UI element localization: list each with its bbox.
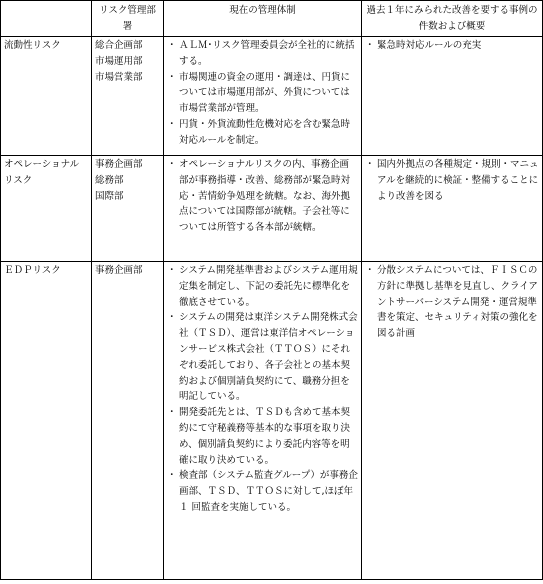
bullet-item: ・ ＡＬＭ･リスク管理委員会が全社的に統括する。	[167, 38, 358, 70]
department-cell	[92, 262, 164, 580]
improvements-cell	[362, 37, 543, 156]
department-name: 総合企画部	[95, 40, 143, 51]
current-system-cell	[164, 262, 362, 580]
table-row	[1, 262, 543, 580]
department-name: 市場営業部	[95, 71, 143, 83]
header-improvements: 過去１年にみられた改善を要する事例の件数および概要	[362, 1, 543, 37]
bullet-item: ・ 市場関連の資金の運用・調達は、円貨については市場運用部が、外貨については市場営業部が管理。	[167, 70, 358, 117]
bullet-item: ・ システムの開発は東洋システム開発株式会社（ＴＳＤ）、運営は東洋信オペレーションサービス株式会社（ＴＴＯＳ）にそれぞれ委託しており、各子会社との基本契約および個別請負契約にて、職務分担を明記している。	[167, 310, 358, 405]
risk-type-cell: 流動性リスク	[1, 37, 92, 156]
header-department: リスク管理部署	[92, 1, 164, 37]
header-current-system: 現在の管理体制	[164, 1, 362, 37]
department-name: 総務部	[95, 174, 124, 186]
table-row	[1, 37, 543, 156]
bullet-item: ・ 開発委託先とは、ＴＳＤも含めて基本契約にて守秘義務等基本的な事項を取り決め、個別請負契約により委託内容等を明確に取り決めている。	[167, 405, 358, 468]
bullet-item: ・ 国内外拠点の各種規定・規則・マニュアルを継続的に検証・整備することにより改善を図る	[365, 157, 539, 204]
bullet-item: ・ オペレーショナルリスクの内、事務企画部が事務指導・改善、総務部が緊急時対応・苦情紛争処理を統轄。なお、海外拠点については国際部が統轄。子会社等については所管する各本部が統轄。	[167, 157, 358, 236]
department-cell	[92, 37, 164, 156]
department-name: 市場運用部	[95, 55, 143, 67]
bullet-item: ・ 検査部（システム監査グループ）が事務企画部、ＴＳＤ、ＴＴＯＳに対して,ほぼ年 １ 回監査を実施している。	[167, 468, 358, 515]
improvements-cell	[362, 262, 543, 580]
bullet-item: ・ 緊急時対応ルールの充実	[365, 38, 539, 54]
current-system-cell	[164, 156, 362, 262]
improvements-cell	[362, 156, 543, 262]
bullet-item: ・ 円貨・外貨流動性危機対応を含む緊急時対応ルールを制定。	[167, 117, 358, 149]
table-row	[1, 156, 543, 262]
department-cell	[92, 156, 164, 262]
department-name: 事務企画部	[95, 159, 143, 170]
department-name: 国際部	[95, 190, 124, 202]
bullet-item: ・ 分散システムについては、ＦＩＳＣの方針に準拠し基準を見直し、クライアントサーバーシステム開発・運営規準書を策定、セキュリティ対策の強化を図る計画	[365, 263, 539, 342]
department-name: 事務企画部	[95, 265, 143, 276]
header-risk-type	[1, 1, 92, 37]
risk-type-cell: オペレーショナルリスク	[1, 156, 92, 262]
table-header-row	[1, 1, 543, 37]
current-system-cell	[164, 37, 362, 156]
bullet-item: ・ システム開発基準書およびシステム運用規定集を制定し、下記の委託先に標準化を徹底させている。	[167, 263, 358, 310]
risk-type-cell: ＥＤＰリスク	[1, 262, 92, 580]
